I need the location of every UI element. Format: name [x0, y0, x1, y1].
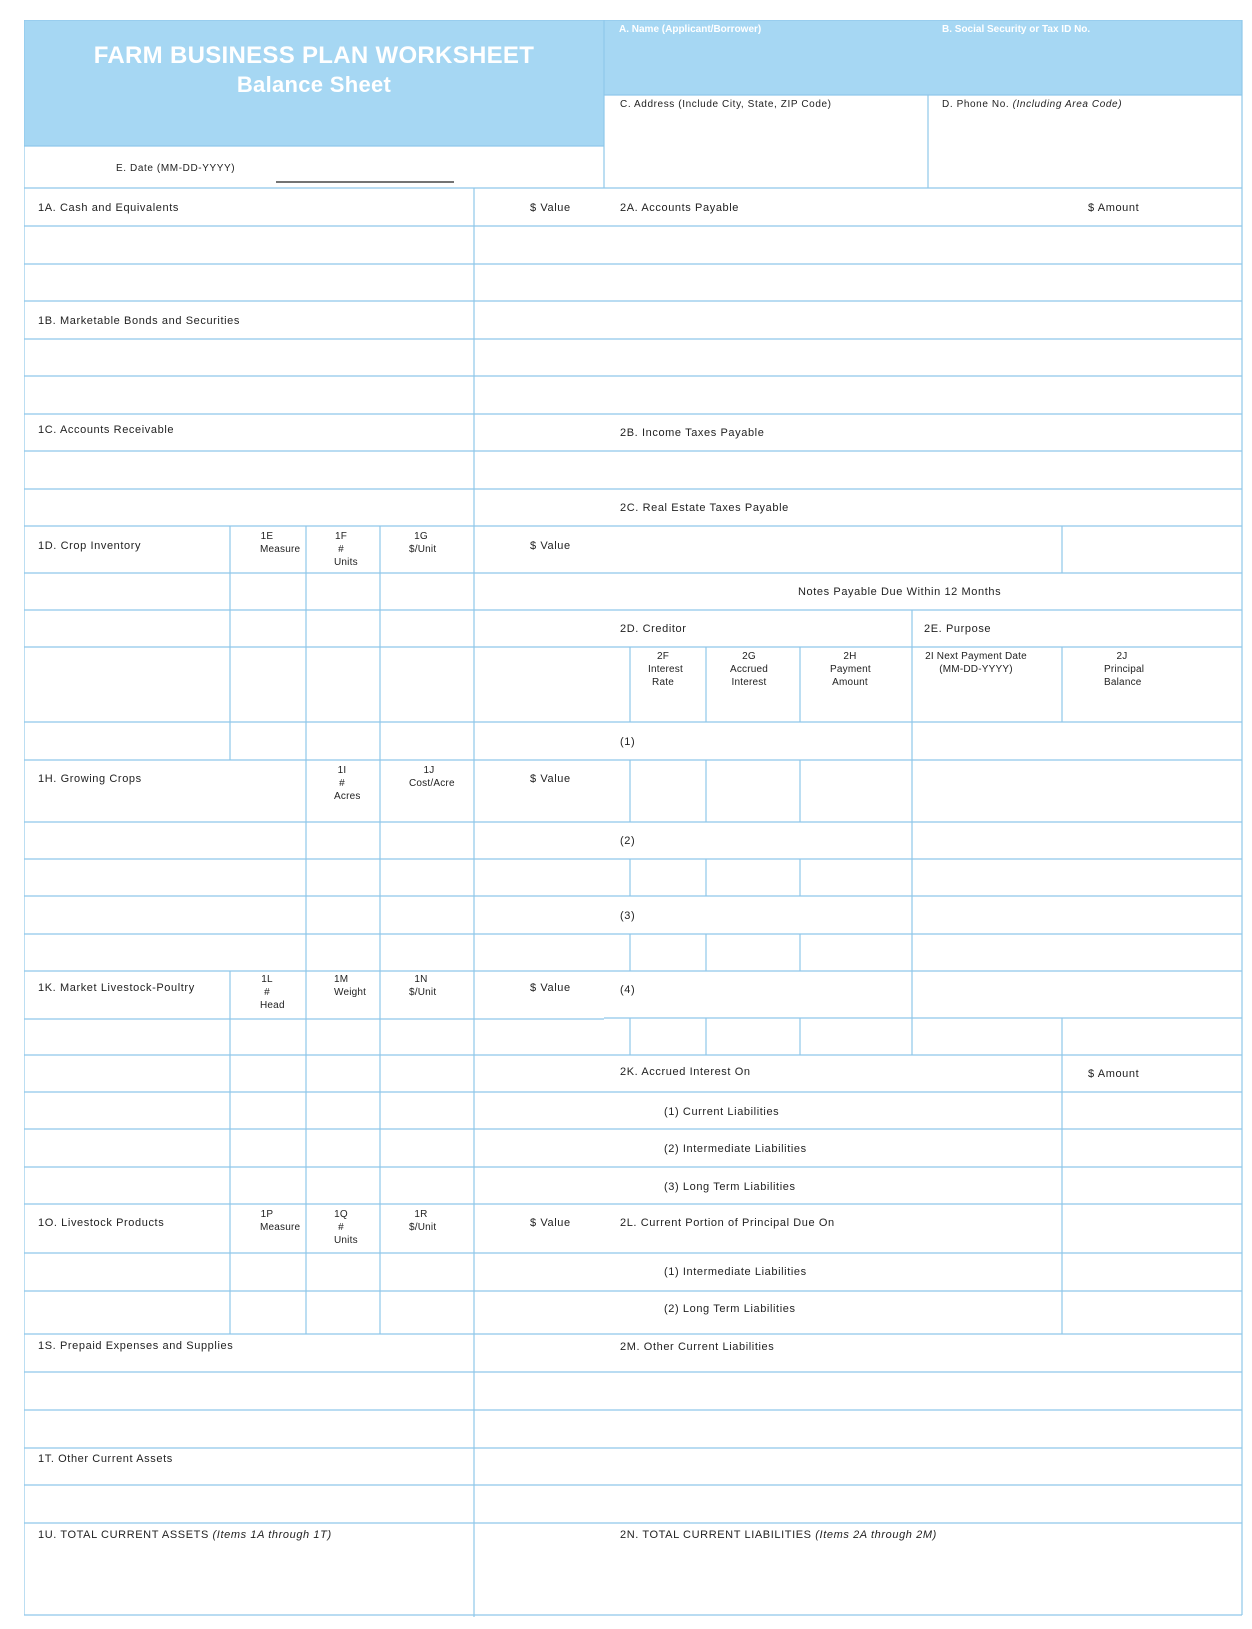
payable-amount-header: $ Amount — [1088, 202, 1140, 214]
accrued-long-term-label: (3) Long Term Liabilities — [664, 1181, 796, 1193]
total-assets-text: 1U. TOTAL CURRENT ASSETS — [38, 1529, 209, 1541]
products-1p-header: 1P Measure — [260, 1209, 301, 1233]
name-field[interactable] — [612, 40, 922, 92]
col-2g-header: 2G Accrued Interest — [729, 651, 769, 688]
field-b-label: B. Social Security or Tax ID No. — [942, 24, 1091, 35]
livestock-1n-header: 1N $/Unit — [409, 974, 437, 998]
date-field[interactable] — [276, 156, 454, 182]
principal-long-term-label: (2) Long Term Liabilities — [664, 1303, 796, 1315]
real-estate-taxes-label: 2C. Real Estate Taxes Payable — [620, 502, 789, 514]
prepaid-label: 1S. Prepaid Expenses and Supplies — [38, 1340, 234, 1352]
accrued-interest-label: 2K. Accrued Interest On — [620, 1066, 751, 1078]
crop-1g-header: 1G $/Unit — [409, 531, 437, 555]
field-a-label: A. Name (Applicant/Borrower) — [619, 24, 762, 35]
livestock-1l-header: 1L # Head — [260, 974, 285, 1011]
crop-1e-header: 1E Measure — [260, 531, 301, 555]
notes-payable-header: Notes Payable Due Within 12 Months — [798, 586, 1002, 598]
livestock-label: 1K. Market Livestock-Poultry — [38, 982, 195, 994]
livestock-1m-header: 1M Weight — [334, 974, 367, 998]
total-assets-note: (Items 1A through 1T) — [212, 1529, 332, 1541]
note-4-label: (4) — [620, 984, 636, 996]
products-1q-header: 1Q # Units — [334, 1209, 358, 1246]
other-liabilities-label: 2M. Other Current Liabilities — [620, 1341, 775, 1353]
principal-due-label: 2L. Current Portion of Principal Due On — [620, 1217, 835, 1229]
purpose-label: 2E. Purpose — [924, 623, 992, 635]
total-liabilities-text: 2N. TOTAL CURRENT LIABILITIES — [620, 1529, 812, 1541]
growing-1i-header: 1I # Acres — [334, 765, 361, 802]
field-d-label — [942, 98, 1122, 111]
total-liabilities-note: (Items 2A through 2M) — [815, 1529, 937, 1541]
products-1r-header: 1R $/Unit — [409, 1209, 437, 1233]
col-2f-header: 2F Interest Rate — [648, 651, 683, 688]
col-2i-header: 2I Next Payment Date (MM-DD-YYYY) — [925, 651, 1027, 675]
field-d-text: D. Phone No. — [942, 99, 1010, 110]
total-assets-label — [38, 1529, 332, 1542]
phone-field[interactable] — [932, 114, 1242, 186]
balance-sheet-form — [24, 20, 1244, 1617]
bonds-label: 1B. Marketable Bonds and Securities — [38, 315, 240, 327]
income-taxes-label: 2B. Income Taxes Payable — [620, 427, 765, 439]
products-value-header: $ Value — [530, 1217, 571, 1229]
accrued-current-label: (1) Current Liabilities — [664, 1106, 780, 1118]
address-field[interactable] — [606, 114, 930, 186]
form-title: FARM BUSINESS PLAN WORKSHEET — [93, 42, 535, 69]
note-2-label: (2) — [620, 835, 636, 847]
principal-intermediate-label: (1) Intermediate Liabilities — [664, 1266, 807, 1278]
crop-inventory-label: 1D. Crop Inventory — [38, 540, 142, 552]
field-d-note: (Including Area Code) — [1012, 99, 1123, 110]
total-liabilities-label — [620, 1529, 937, 1542]
form-grid — [24, 20, 1244, 1617]
accrued-intermediate-label: (2) Intermediate Liabilities — [664, 1143, 807, 1155]
col-2j-header: 2J Principal Balance — [1104, 651, 1145, 688]
accounts-payable-label: 2A. Accounts Payable — [620, 202, 740, 214]
accrued-amount-header: $ Amount — [1088, 1068, 1140, 1080]
note-3-label: (3) — [620, 910, 636, 922]
receivable-label: 1C. Accounts Receivable — [38, 424, 175, 436]
livestock-products-label: 1O. Livestock Products — [38, 1217, 165, 1229]
note-1-label: (1) — [620, 736, 636, 748]
form-subtitle: Balance Sheet — [236, 72, 392, 97]
creditor-label: 2D. Creditor — [620, 623, 687, 635]
cash-value-header: $ Value — [530, 202, 571, 214]
crop-1f-header: 1F # Units — [334, 531, 358, 568]
growing-1j-header: 1J Cost/Acre — [409, 765, 455, 789]
col-2h-header: 2H Payment Amount — [830, 651, 871, 688]
other-assets-label: 1T. Other Current Assets — [38, 1453, 173, 1465]
growing-value-header: $ Value — [530, 773, 571, 785]
cash-label: 1A. Cash and Equivalents — [38, 202, 179, 214]
growing-crops-label: 1H. Growing Crops — [38, 773, 142, 785]
field-c-label: C. Address (Include City, State, ZIP Code) — [620, 99, 832, 110]
crop-value-header: $ Value — [530, 540, 571, 552]
livestock-value-header: $ Value — [530, 982, 571, 994]
ssn-field[interactable] — [934, 40, 1234, 92]
field-e-label: E. Date (MM-DD-YYYY) — [116, 163, 236, 174]
